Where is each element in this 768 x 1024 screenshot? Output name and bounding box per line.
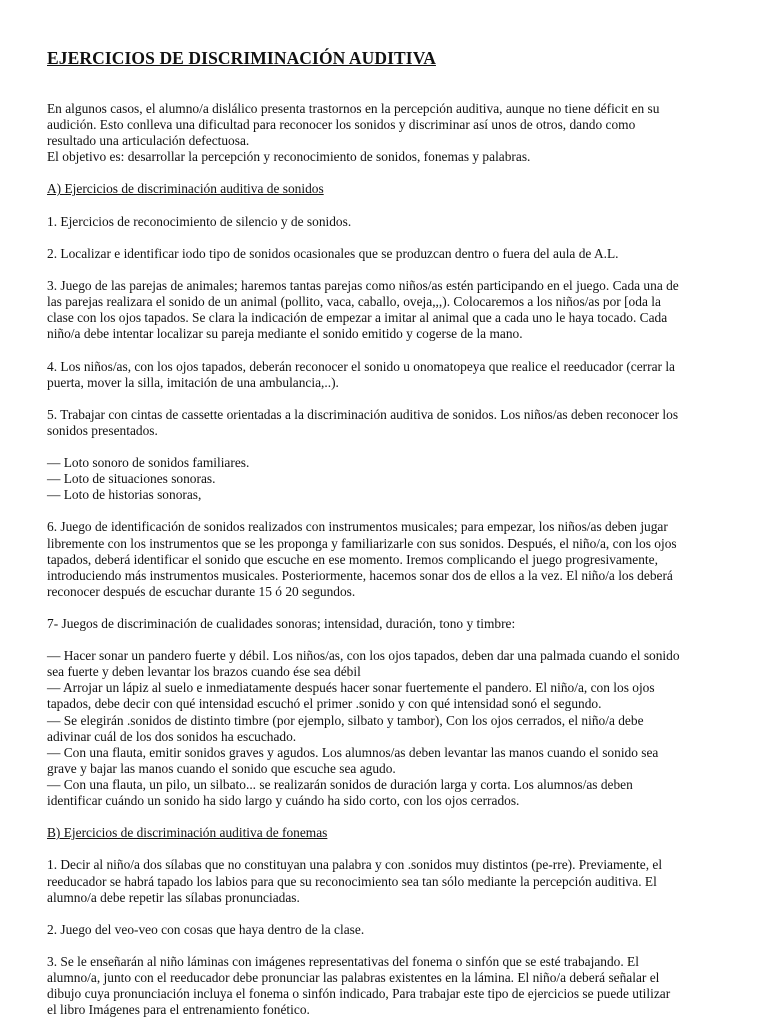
list-item: — Loto de situaciones sonoras. <box>47 471 216 487</box>
section-a-item-7-list <box>47 648 737 809</box>
list-item: — Con una flauta, emitir sonidos graves y agudos. Los alumnos/as deben levantar las manos cuando el sonido sea <box>47 744 659 760</box>
section-a-heading <box>47 181 737 197</box>
section-a-item-1 <box>47 214 737 230</box>
text-line: libremente con los instrumentos que se les proponga y familiarizarle con sus sonidos. Después, el niño/a, con los ojos <box>47 535 677 551</box>
text-line: tapados, deberá identificar el sonido que escuche en ese momento. Iremos complicando el juego progresivamente, <box>47 551 658 567</box>
text-line: alumno/a, junto con el reeducador debe pronunciar las palabras existentes en la lámina. El niño/a deberá señalar el <box>47 970 660 986</box>
text-line: 2. Juego del veo-veo con cosas que haya dentro de la clase. <box>47 921 365 937</box>
text-line: resultado una articulación defectuosa. <box>47 133 250 149</box>
text-line: reeducador se habrá tapado los labios para que su reconocimiento sea tan sólo mediante la percepción auditiva. El <box>47 873 657 889</box>
text-line: clase con los ojos tapados. Se clara la indicación de empezar a imitar al animal que a cada uno le haya tocado. Cada <box>47 310 668 326</box>
text-line: 1. Decir al niño/a dos sílabas que no constituyan una palabra y con .sonidos muy distintos (pe-rre). Previamente, el <box>47 857 663 873</box>
text-line: niño/a debe intentar localizar su pareja mediante el sonido emitido y cogerse de la mano. <box>47 326 523 342</box>
section-a-item-7 <box>47 616 737 632</box>
section-b-item-1 <box>47 857 737 905</box>
list-item: sea fuerte y deben levantar los brazos cuando ése sea débil <box>47 664 361 680</box>
section-b-item-3 <box>47 954 737 1018</box>
list-item: — Con una flauta, un pilo, un silbato... se realizarán sonidos de duración larga y corta. Los alumnos/as deben <box>47 776 633 792</box>
text-line: alumno/a debe repetir las sílabas pronunciadas. <box>47 889 300 905</box>
section-heading: B) Ejercicios de discriminación auditiva de fonemas <box>47 825 328 841</box>
section-b-item-2 <box>47 922 737 938</box>
text-line: En algunos casos, el alumno/a dislálico presenta trastornos en la percepción auditiva, aunque no tiene déficit en su <box>47 101 660 116</box>
text-line: 1. Ejercicios de reconocimiento de silencio y de sonidos. <box>47 213 352 229</box>
text-line: 7- Juegos de discriminación de cualidades sonoras; intensidad, duración, tono y timbre: <box>47 616 516 631</box>
text-line: 5. Trabajar con cintas de cassette orientadas a la discriminación auditiva de sonidos. Los niños/as deben reconocer los <box>47 406 679 422</box>
list-item: — Se elegirán .sonidos de distinto timbre (por ejemplo, silbato y tambor), Con los ojos cerrados, el niño/a debe <box>47 712 644 728</box>
text-line: 2. Localizar e identificar iodo tipo de sonidos ocasionales que se produzcan dentro o fuera del aula de A.L. <box>47 245 619 261</box>
text-line: puerta, mover la silla, imitación de una ambulancia,..). <box>47 374 339 390</box>
document-title: EJERCICIOS DE DISCRIMINACIÓN AUDITIVA <box>47 48 436 68</box>
intro-paragraph <box>47 101 737 165</box>
text-line: reconocer después de escuchar durante 15 ó 20 segundos. <box>47 583 356 599</box>
list-item: grave y bajar las manos cuando el sonido que escuche sea agudo. <box>47 760 396 776</box>
section-a-item-5 <box>47 407 737 439</box>
text-line: introduciendo más instrumentos musicales. Posteriormente, hacemos sonar dos de ellos a la vez. El niño/a los deberá <box>47 567 673 583</box>
section-a-item-5-list <box>47 455 737 503</box>
section-heading: A) Ejercicios de discriminación auditiva de sonidos <box>47 181 324 197</box>
list-item: — Arrojar un lápiz al suelo e inmediatamente después hacer sonar fuertemente el pandero. El niño/a, con los ojos <box>47 680 655 696</box>
list-item: — Loto de historias sonoras, <box>47 487 202 503</box>
text-line: 6. Juego de identificación de sonidos realizados con instrumentos musicales; para empezar, los niños/as deben jugar <box>47 519 668 535</box>
list-item: adivinar cuál de los dos sonidos ha escuchado. <box>47 728 297 744</box>
section-a-item-4 <box>47 359 737 391</box>
section-a-item-6 <box>47 519 737 599</box>
list-item: — Loto sonoro de sonidos familiares. <box>47 455 250 471</box>
text-line: 3. Juego de las parejas de animales; haremos tantas parejas como niños/as estén participando en el juego. Cada una de <box>47 278 679 294</box>
text-line: sonidos presentados. <box>47 422 158 438</box>
text-line: dibujo cuya pronunciación incluya el fonema o sinfón indicado, Para trabajar este tipo de ejercicios se puede utilizar <box>47 986 671 1002</box>
list-item: identificar cuándo un sonido ha sido largo y cuándo ha sido corto, con los ojos cerrados. <box>47 793 520 809</box>
text-line: el libro Imágenes para el entrenamiento fonético. <box>47 1002 310 1018</box>
text-line: audición. Esto conlleva una dificultad para reconocer los sonidos y discriminar así unos de otros, dando como <box>47 117 636 133</box>
text-line: las parejas realizara el sonido de un animal (pollito, vaca, caballo, oveja,,,). Colocaremos a los niños/as por [oda la <box>47 294 661 310</box>
text-line: 3. Se le enseñarán al niño láminas con imágenes representativas del fonema o sinfón que se esté trabajando. El <box>47 953 639 969</box>
list-item: — Hacer sonar un pandero fuerte y débil. Los niños/as, con los ojos tapados, deben dar una palmada cuando el sonido <box>47 648 680 664</box>
section-a-item-2 <box>47 246 737 262</box>
document-body <box>47 101 737 1018</box>
section-a-item-3 <box>47 278 737 342</box>
objective-line: El objetivo es: desarrollar la percepción y reconocimiento de sonidos, fonemas y palabras. <box>47 149 531 165</box>
list-item: tapados, debe decir con qué intensidad escuchó el primer .sonido y con qué intensidad sonó el segundo. <box>47 696 602 712</box>
text-line: 4. Los niños/as, con los ojos tapados, deberán reconocer el sonido u onomatopeya que realice el reeducador (cerrar la <box>47 358 675 374</box>
section-b-heading <box>47 825 737 841</box>
